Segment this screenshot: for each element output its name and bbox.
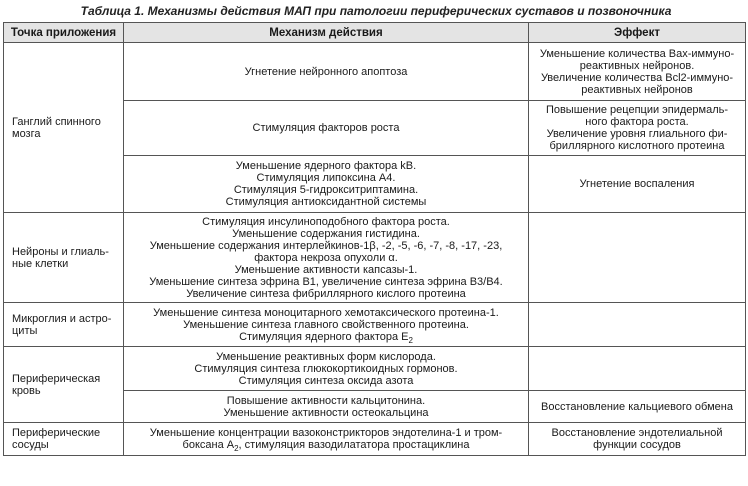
- header-point: Точка приложения: [4, 23, 124, 43]
- mechanism-line: Увеличение синтеза фибриллярного кислого протеина: [186, 287, 466, 300]
- effect-line: Уменьшение количества Bax-иммуно-: [539, 47, 735, 60]
- effect-line: Восстановление кальциевого обмена: [541, 400, 733, 413]
- table-row: [4, 43, 746, 101]
- header-effect: Эффект: [529, 23, 746, 43]
- mechanism-text: боксана А: [182, 439, 235, 451]
- mechanism-line: Стимуляция факторов роста: [252, 122, 400, 134]
- point-cell-neurons: Нейроны и глиаль-ные клетки: [4, 213, 124, 303]
- mechanisms-table: [3, 22, 746, 456]
- mechanism-line: фактора некроза опухоли α.: [254, 251, 398, 264]
- effect-line: функции сосудов: [593, 439, 681, 451]
- point-cell-blood: Периферическая кровь: [4, 347, 124, 423]
- mechanism-line: Стимуляция антиоксидантной системы: [225, 196, 427, 208]
- effect-cell: [529, 156, 746, 213]
- mechanism-cell: [124, 423, 529, 456]
- mechanism-line: Стимуляция инсулиноподобного фактора роста.: [202, 215, 450, 228]
- effect-cell: [529, 43, 746, 101]
- effect-line: Восстановление эндотелиальной: [551, 427, 723, 439]
- mechanism-line: Уменьшение содержания интерлейкинов-1β, -2, -5, -6, -7, -8, -17, -23,: [149, 239, 503, 252]
- table-row: [4, 347, 746, 391]
- mechanism-line: Стимуляция 5-гидрокситриптамина.: [233, 184, 419, 196]
- mechanism-line: Стимуляция синтеза глюкокортикоидных гормонов.: [194, 362, 458, 375]
- table-row: [4, 423, 746, 456]
- table-header-row: [4, 23, 746, 43]
- mechanism-line: Стимуляция синтеза оксида азота: [238, 374, 414, 387]
- effect-line: бриллярного кислотного протеина: [549, 140, 725, 152]
- mechanism-line: Уменьшение содержания гистидина.: [232, 227, 420, 240]
- mechanism-cell: [124, 43, 529, 101]
- mechanism-cell: [124, 347, 529, 391]
- mechanism-cell: [124, 156, 529, 213]
- mechanism-line: Уменьшение реактивных форм кислорода.: [216, 350, 436, 363]
- mechanism-text: Стимуляция ядерного фактора Е: [239, 330, 409, 343]
- subscript: 2: [408, 335, 413, 345]
- header-mechanism: Механизм действия: [124, 23, 529, 43]
- effect-cell-empty: [529, 347, 746, 391]
- mechanism-line: Уменьшение ядерного фактора kB.: [235, 160, 417, 172]
- mechanism-line: [130, 439, 522, 454]
- effect-cell-empty: [529, 303, 746, 347]
- effect-cell: [529, 423, 746, 456]
- effect-cell: [529, 391, 746, 423]
- mechanism-cell: [124, 391, 529, 423]
- mechanism-line: Уменьшение синтеза эфрина В1, увеличение синтеза эфрина В3/В4.: [149, 275, 503, 288]
- effect-line: Угнетение воспаления: [579, 178, 695, 190]
- point-cell-ganglion: Ганглий спинного мозга: [4, 43, 124, 213]
- mechanism-line: Уменьшение концентрации вазоконстрикторов эндотелина-1 и тром-: [149, 427, 503, 439]
- mechanism-line: Уменьшение синтеза моноцитарного хемотаксического протеина-1.: [153, 306, 499, 319]
- table-row: [4, 213, 746, 303]
- point-cell-microglia: Микроглия и астро-циты: [4, 303, 124, 347]
- subscript: 2: [234, 444, 239, 454]
- effect-line: Увеличение уровня глиального фи-: [546, 128, 728, 140]
- effect-line: Повышение рецепции эпидермаль-: [545, 104, 729, 116]
- effect-cell-empty: [529, 213, 746, 303]
- table-caption: Таблица 1. Механизмы действия МАП при патологии периферических суставов и позвоночника: [80, 4, 672, 18]
- effect-line: реактивных нейронов: [581, 83, 693, 96]
- mechanism-line: Стимуляция липоксина А4.: [256, 172, 396, 184]
- effect-cell: [529, 101, 746, 156]
- effect-line: реактивных нейронов.: [579, 59, 695, 72]
- mechanism-line: Уменьшение синтеза главного свойственного протеина.: [183, 318, 469, 331]
- mechanism-line: Повышение активности кальцитонина.: [226, 394, 426, 407]
- mechanism-line: [130, 331, 522, 343]
- mechanism-cell: [124, 213, 529, 303]
- mechanism-line: Угнетение нейронного апоптоза: [244, 65, 408, 78]
- mechanism-text: , стимуляция вазодилататора простациклина: [238, 439, 470, 451]
- mechanism-line: Уменьшение активности капсазы-1.: [234, 263, 418, 276]
- mechanism-cell: [124, 101, 529, 156]
- mechanism-cell: [124, 303, 529, 347]
- table-row: [4, 303, 746, 347]
- point-cell-vessels: Периферические сосуды: [4, 423, 124, 456]
- mechanism-line: Уменьшение активности остеокальцина: [223, 406, 429, 419]
- effect-line: Увеличение количества Bcl2-иммуно-: [540, 71, 734, 84]
- effect-line: ного фактора роста.: [585, 116, 689, 128]
